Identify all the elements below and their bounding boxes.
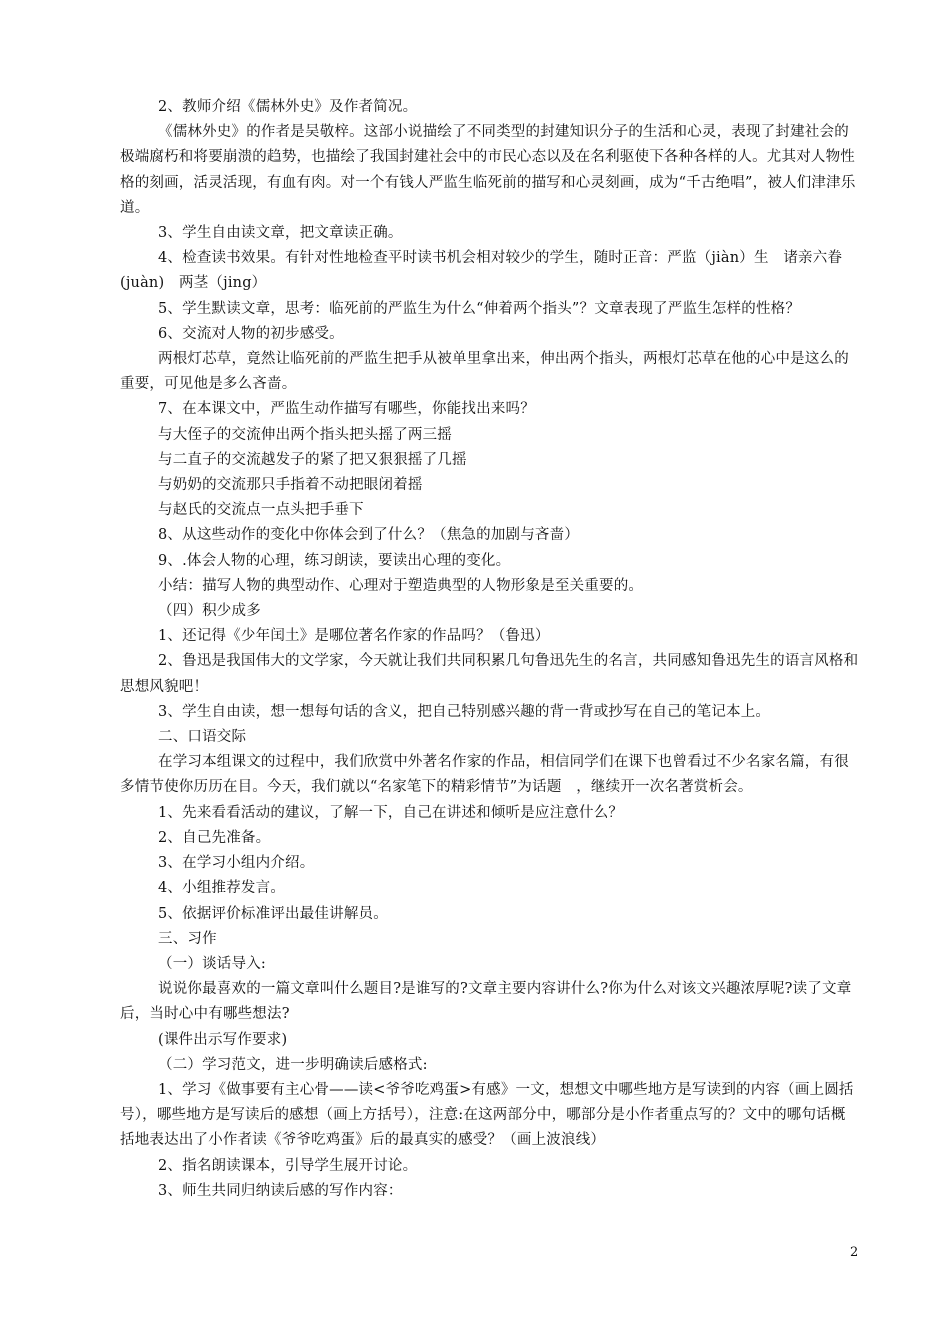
paragraph: 两根灯芯草，竟然让临死前的严监生把手从被单里拿出来，伸出两个指头，两根灯芯草在他的心中是这么的重要，可见他是多么吝啬。 — [120, 351, 849, 393]
paragraph: 3、师生共同归纳读后感的写作内容： — [158, 1182, 403, 1199]
paragraph: 5、依据评价标准评出最佳讲解员。 — [158, 905, 388, 922]
paragraph: 2、指名朗读课本，引导学生展开讨论。 — [158, 1157, 418, 1174]
paragraph: 2、教师介绍《儒林外史》及作者简况。 — [158, 99, 418, 115]
paragraph: 与赵氏的交流点一点头把手垂下 — [158, 502, 364, 519]
paragraph: 5、学生默读文章，思考：临死前的严监生为什么“伸着两个指头”？文章表现了严监生怎样的性格？ — [158, 300, 801, 317]
paragraph: 在学习本组课文的过程中，我们欣赏中外著名作家的作品，相信同学们在课下也曾看过不少名家名篇，有很多情节使你历历在目。今天，我们就以“名家笔下的精彩情节”为话题 ，继续开一次名著赏析会。 — [120, 754, 849, 796]
paragraph: 9、.体会人物的心理，练习朗读，要读出心理的变化。 — [158, 552, 511, 569]
section-heading: 三、习作 — [158, 930, 217, 947]
document-body — [120, 95, 860, 1204]
section-heading: （四）积少成多 — [158, 603, 261, 620]
paragraph: 1、先来看看活动的建议，了解一下，自己在讲述和倾听是应注意什么？ — [158, 804, 624, 821]
paragraph: (课件出示写作要求) — [158, 1031, 288, 1048]
paragraph: 1、学习《做事要有主心骨——读<爷爷吃鸡蛋>有感》一文，想想文中哪些地方是写读到的内容（画上圆括号），哪些地方是写读后的感想（画上方括号），注意:在这两部分中，哪部分是小作者重点写的？文中的哪句话概括地表达出了小作者读《爷爷吃鸡蛋》后的最真实的感受？（画上波浪线） — [120, 1081, 854, 1149]
paragraph: 3、学生自由读文章，把文章读正确。 — [158, 225, 403, 242]
paragraph: 3、学生自由读，想一想每句话的含义，把自己特别感兴趣的背一背或抄写在自己的笔记本上。 — [158, 703, 771, 720]
paragraph: 6、交流对人物的初步感受。 — [158, 325, 344, 342]
paragraph: 7、在本课文中，严监生动作描写有哪些，你能找出来吗？ — [158, 401, 535, 418]
section-heading: （一）谈话导入: — [158, 955, 266, 972]
paragraph: 1、还记得《少年闰土》是哪位著名作家的作品吗？（鲁迅） — [158, 628, 550, 645]
paragraph: 说说你最喜欢的一篇文章叫什么题目?是谁写的?文章主要内容讲什么?你为什么对该文兴趣浓厚呢?读了文章后，当时心中有哪些想法? — [120, 981, 852, 1023]
paragraph: 2、鲁迅是我国伟大的文学家，今天就让我们共同积累几句鲁迅先生的名言，共同感知鲁迅先生的语言风格和思想风貌吧！ — [120, 653, 859, 695]
page-number: 2 — [850, 1245, 859, 1260]
paragraph: 与大侄子的交流伸出两个指头把头摇了两三摇 — [158, 426, 452, 443]
paragraph: 小结：描写人物的典型动作、心理对于塑造典型的人物形象是至关重要的。 — [158, 577, 644, 594]
paragraph: 2、自己先准备。 — [158, 829, 271, 846]
section-heading: （二）学习范文，进一步明确读后感格式: — [158, 1056, 428, 1073]
paragraph: 3、在学习小组内介绍。 — [158, 855, 315, 872]
paragraph: 《儒林外史》的作者是吴敬梓。这部小说描绘了不同类型的封建知识分子的生活和心灵，表现了封建社会的极端腐朽和将要崩溃的趋势，也描绘了我国封建社会中的市民心态以及在名利驱使下各种各样的人。尤其对人物性格的刻画，活灵活现，有血有肉。对一个有钱人严监生临死前的描写和心灵刻画，成为“千古绝唱”，被人们津津乐道。 — [120, 124, 856, 216]
paragraph: 4、小组推荐发言。 — [158, 880, 286, 897]
paragraph: 4、检查读书效果。有针对性地检查平时读书机会相对较少的学生，随时正音：严监（jiàn）生 诸亲六眷(juàn) 两茎（jing） — [120, 250, 843, 292]
section-heading: 二、口语交际 — [158, 729, 247, 746]
paragraph: 8、从这些动作的变化中你体会到了什么？（焦急的加剧与吝啬） — [158, 527, 580, 544]
paragraph: 与奶奶的交流那只手指着不动把眼闭着摇 — [158, 477, 423, 494]
paragraph: 与二直子的交流越发子的紧了把又狠狠摇了几摇 — [158, 451, 467, 468]
